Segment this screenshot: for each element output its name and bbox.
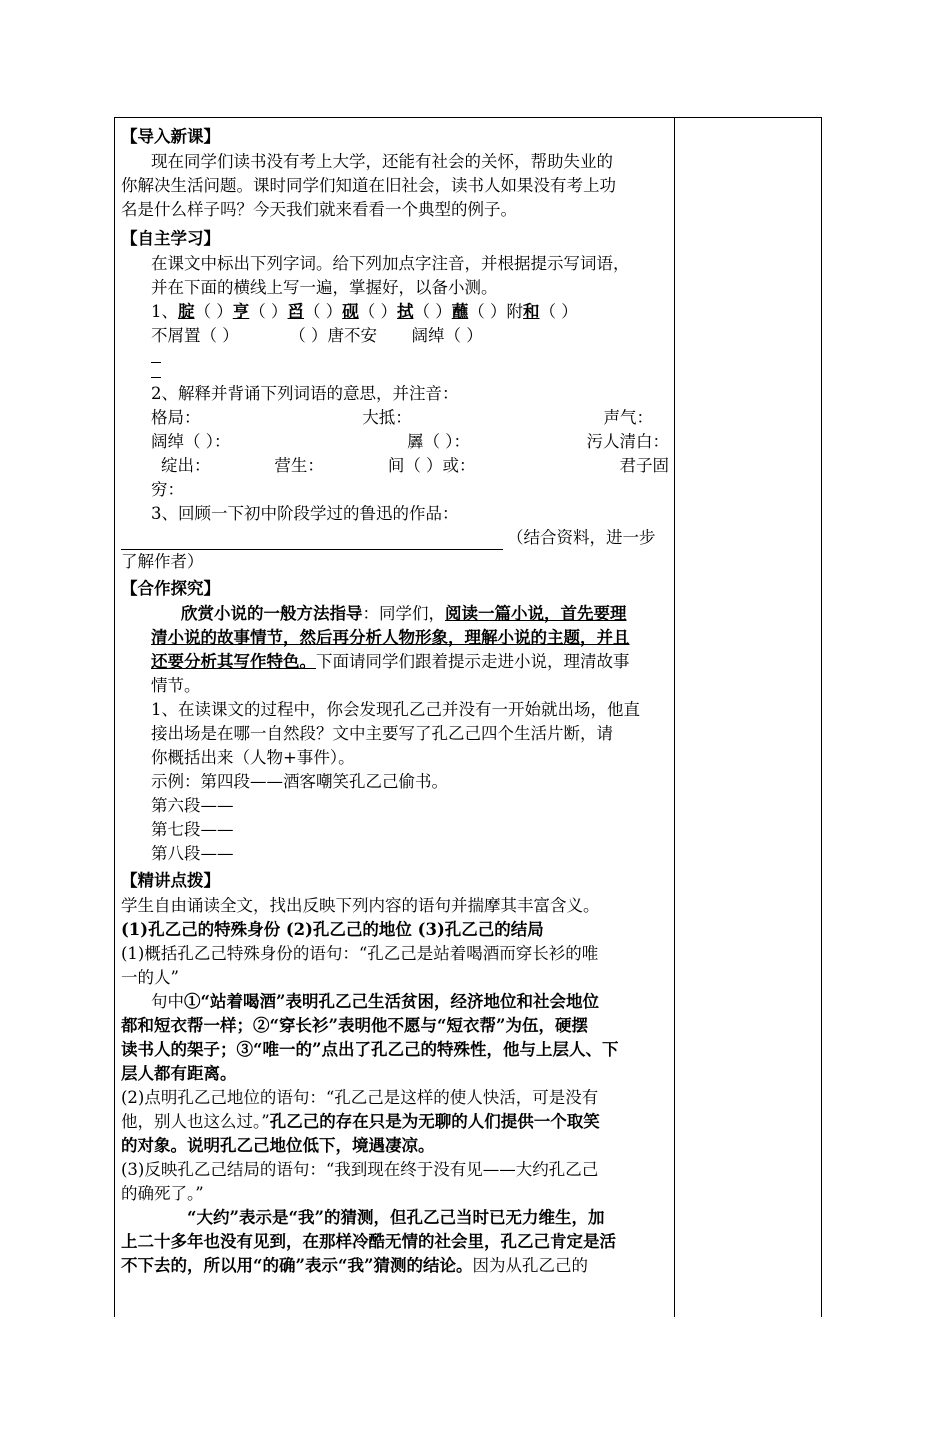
self-study-line: 并在下面的横线上写一遍，掌握好，以备小测。 — [151, 278, 498, 297]
terms-row — [121, 430, 669, 454]
lecture-plain: 他，别人也这么过。” — [121, 1112, 270, 1131]
vocab-char: 砚 — [342, 302, 359, 321]
coop-underline: 清小说的故事情节，然后再分析人物形象，理解小说的主题，并且 — [151, 628, 630, 647]
section-heading-coop: 【合作探究】 — [121, 579, 220, 598]
term: 营生： — [274, 456, 324, 475]
lecture-text: 一的人” — [121, 968, 179, 987]
vocab-blank: （ ） — [468, 302, 507, 321]
coop-para: 第七段—— — [151, 820, 234, 839]
vocab-blank: （ ） — [358, 302, 397, 321]
lecture-plain: 因为从孔乙己的 — [472, 1256, 588, 1275]
vocab-row-1 — [121, 300, 669, 324]
vocab-blank: （ ） — [413, 302, 452, 321]
lecture-text — [121, 1110, 669, 1134]
vocab-char: 和 — [523, 302, 540, 321]
vocab-blank: （ ） — [304, 302, 343, 321]
coop-question: 接出场是在哪一自然段？文中主要写了孔乙己四个生活片断，请 — [151, 724, 613, 743]
term: 格局： — [151, 408, 201, 427]
coop-question: 1、在读课文的过程中，你会发现孔乙己并没有一开始就出场，他直 — [151, 700, 640, 719]
self-study-line: 在课文中标出下列字词。给下列加点字注音，并根据提示写词语， — [151, 254, 630, 273]
lecture-text: (3)反映孔乙己结局的语句：“我到现在终于没有见——大约孔乙己 — [121, 1160, 599, 1179]
lecture-bold: 的对象。说明孔乙己地位低下，境遇凄凉。 — [121, 1136, 435, 1155]
terms-row — [121, 454, 669, 478]
vocab-char: 蘸 — [451, 302, 469, 321]
term: 羼（ ）： — [407, 432, 470, 451]
vocab-char: 拭 — [397, 302, 414, 321]
coop-underline: 还要分析其写作特色。 — [151, 652, 316, 671]
coop-lead-rest: ：同学们， — [362, 604, 445, 623]
vocab-blank: （ ） — [539, 302, 578, 321]
write-line — [151, 363, 161, 378]
lecture-intro: 学生自由诵读全文，找出反映下列内容的语句并揣摩其丰富含义。 — [121, 896, 600, 915]
q3-answer-line — [121, 526, 669, 550]
coop-line — [121, 626, 669, 650]
vocab-char-plain: 附 — [506, 302, 523, 321]
lecture-text — [121, 990, 669, 1014]
lecture-text: 的确死了。” — [121, 1184, 204, 1203]
q3-end: 了解作者） — [121, 552, 204, 571]
lecture-bold: 孔乙己的存在只是为无聊的人们提供一个取笑 — [269, 1112, 600, 1131]
intro-line: 你解决生活问题。课时同学们知道在旧社会，读书人如果没有考上功 — [121, 176, 616, 195]
vocab-char: 亨 — [232, 302, 250, 321]
lecture-text: (1)概括孔乙己特殊身份的语句：“孔乙己是站着喝酒而穿长衫的唯 — [121, 944, 599, 963]
lecture-text — [121, 1254, 669, 1278]
coop-example: 示例：第四段——酒客嘲笑孔乙己偷书。 — [151, 772, 448, 791]
lecture-bold: 层人都有距离。 — [121, 1064, 237, 1083]
coop-para: 第八段—— — [151, 844, 234, 863]
vocab-char: 腚 — [178, 302, 195, 321]
vocab-phrase: 阔绰（ ） — [411, 326, 483, 345]
main-cell — [121, 124, 669, 1278]
lecture-lead: 句中 — [151, 992, 184, 1011]
lecture-text: (2)点明孔乙己地位的语句：“孔乙己是这样的使人快活，可是没有 — [121, 1088, 599, 1107]
term: 间（ ）或： — [387, 456, 476, 475]
term: 声气： — [603, 408, 653, 427]
q2: 2、解释并背诵下列词语的意思，并注音： — [151, 384, 459, 403]
lecture-bold: 都和短衣帮一样；②“穿长衫”表明他不愿与“短衣帮”为伍，硬摆 — [121, 1016, 588, 1035]
coop-after: 下面请同学们跟着提示走进小说，理清故事 — [316, 652, 630, 671]
lecture-bold: 不下去的，所以用“的确”表示“我”猜测的结论。 — [121, 1256, 473, 1275]
intro-line: 名是什么样子吗？今天我们就来看看一个典型的例子。 — [121, 200, 517, 219]
write-line — [151, 348, 161, 363]
lecture-points: (1)孔乙己的特殊身份 (2)孔乙己的地位 (3)孔乙己的结局 — [121, 920, 544, 939]
q3: 3、回顾一下初中阶段学过的鲁迅的作品： — [151, 504, 459, 523]
answer-underline — [121, 533, 503, 550]
section-heading-self-study: 【自主学习】 — [121, 229, 220, 248]
lecture-bold: 读书人的架子；③“唯一的”点出了孔乙己的特殊性，他与上层人、下 — [121, 1040, 619, 1059]
coop-lead — [121, 602, 669, 626]
lecture-bold: 上二十多年也没有见到，在那样冷酷无情的社会里，孔乙己肯定是活 — [121, 1232, 616, 1251]
coop-lead-bold: 欣赏小说的一般方法指导 — [181, 604, 363, 623]
intro-line: 现在同学们读书没有考上大学，还能有社会的关怀，帮助失业的 — [151, 152, 613, 171]
terms-row — [121, 406, 669, 430]
lecture-bold: “大约”表示是“我”的猜测，但孔乙己当时已无力维生，加 — [187, 1208, 605, 1227]
coop-question: 你概括出来（人物+事件）。 — [151, 748, 355, 767]
vocab-prefix: 1、 — [151, 302, 178, 321]
term: 阔绰（ ）： — [151, 432, 231, 451]
column-divider — [674, 117, 675, 1317]
term: 君子固 — [619, 456, 669, 475]
section-heading-intro: 【导入新课】 — [121, 127, 220, 146]
coop-line: 情节。 — [151, 676, 201, 695]
coop-line — [121, 650, 669, 674]
vocab-blank: （ ） — [249, 302, 288, 321]
vocab-phrase: （ ）唐不安 — [289, 326, 377, 345]
lecture-bold: ①“站着喝酒”表明孔乙己生活贫困，经济地位和社会地位 — [184, 992, 599, 1011]
vocab-char: 舀 — [287, 302, 304, 321]
term: 绽出： — [161, 456, 211, 475]
vocab-row-2 — [121, 324, 669, 348]
q3-tail: （结合资料，进一步 — [507, 528, 656, 547]
section-heading-lecture: 【精讲点拨】 — [121, 871, 220, 890]
vocab-blank: （ ） — [194, 302, 233, 321]
term: 污人清白： — [586, 432, 669, 451]
coop-underline: 阅读一篇小说，首先要理 — [445, 604, 627, 623]
terms-row: 穷： — [151, 480, 184, 499]
coop-para: 第六段—— — [151, 796, 234, 815]
vocab-phrase: 不屑置（ ） — [151, 326, 239, 345]
term: 大抵： — [362, 408, 412, 427]
